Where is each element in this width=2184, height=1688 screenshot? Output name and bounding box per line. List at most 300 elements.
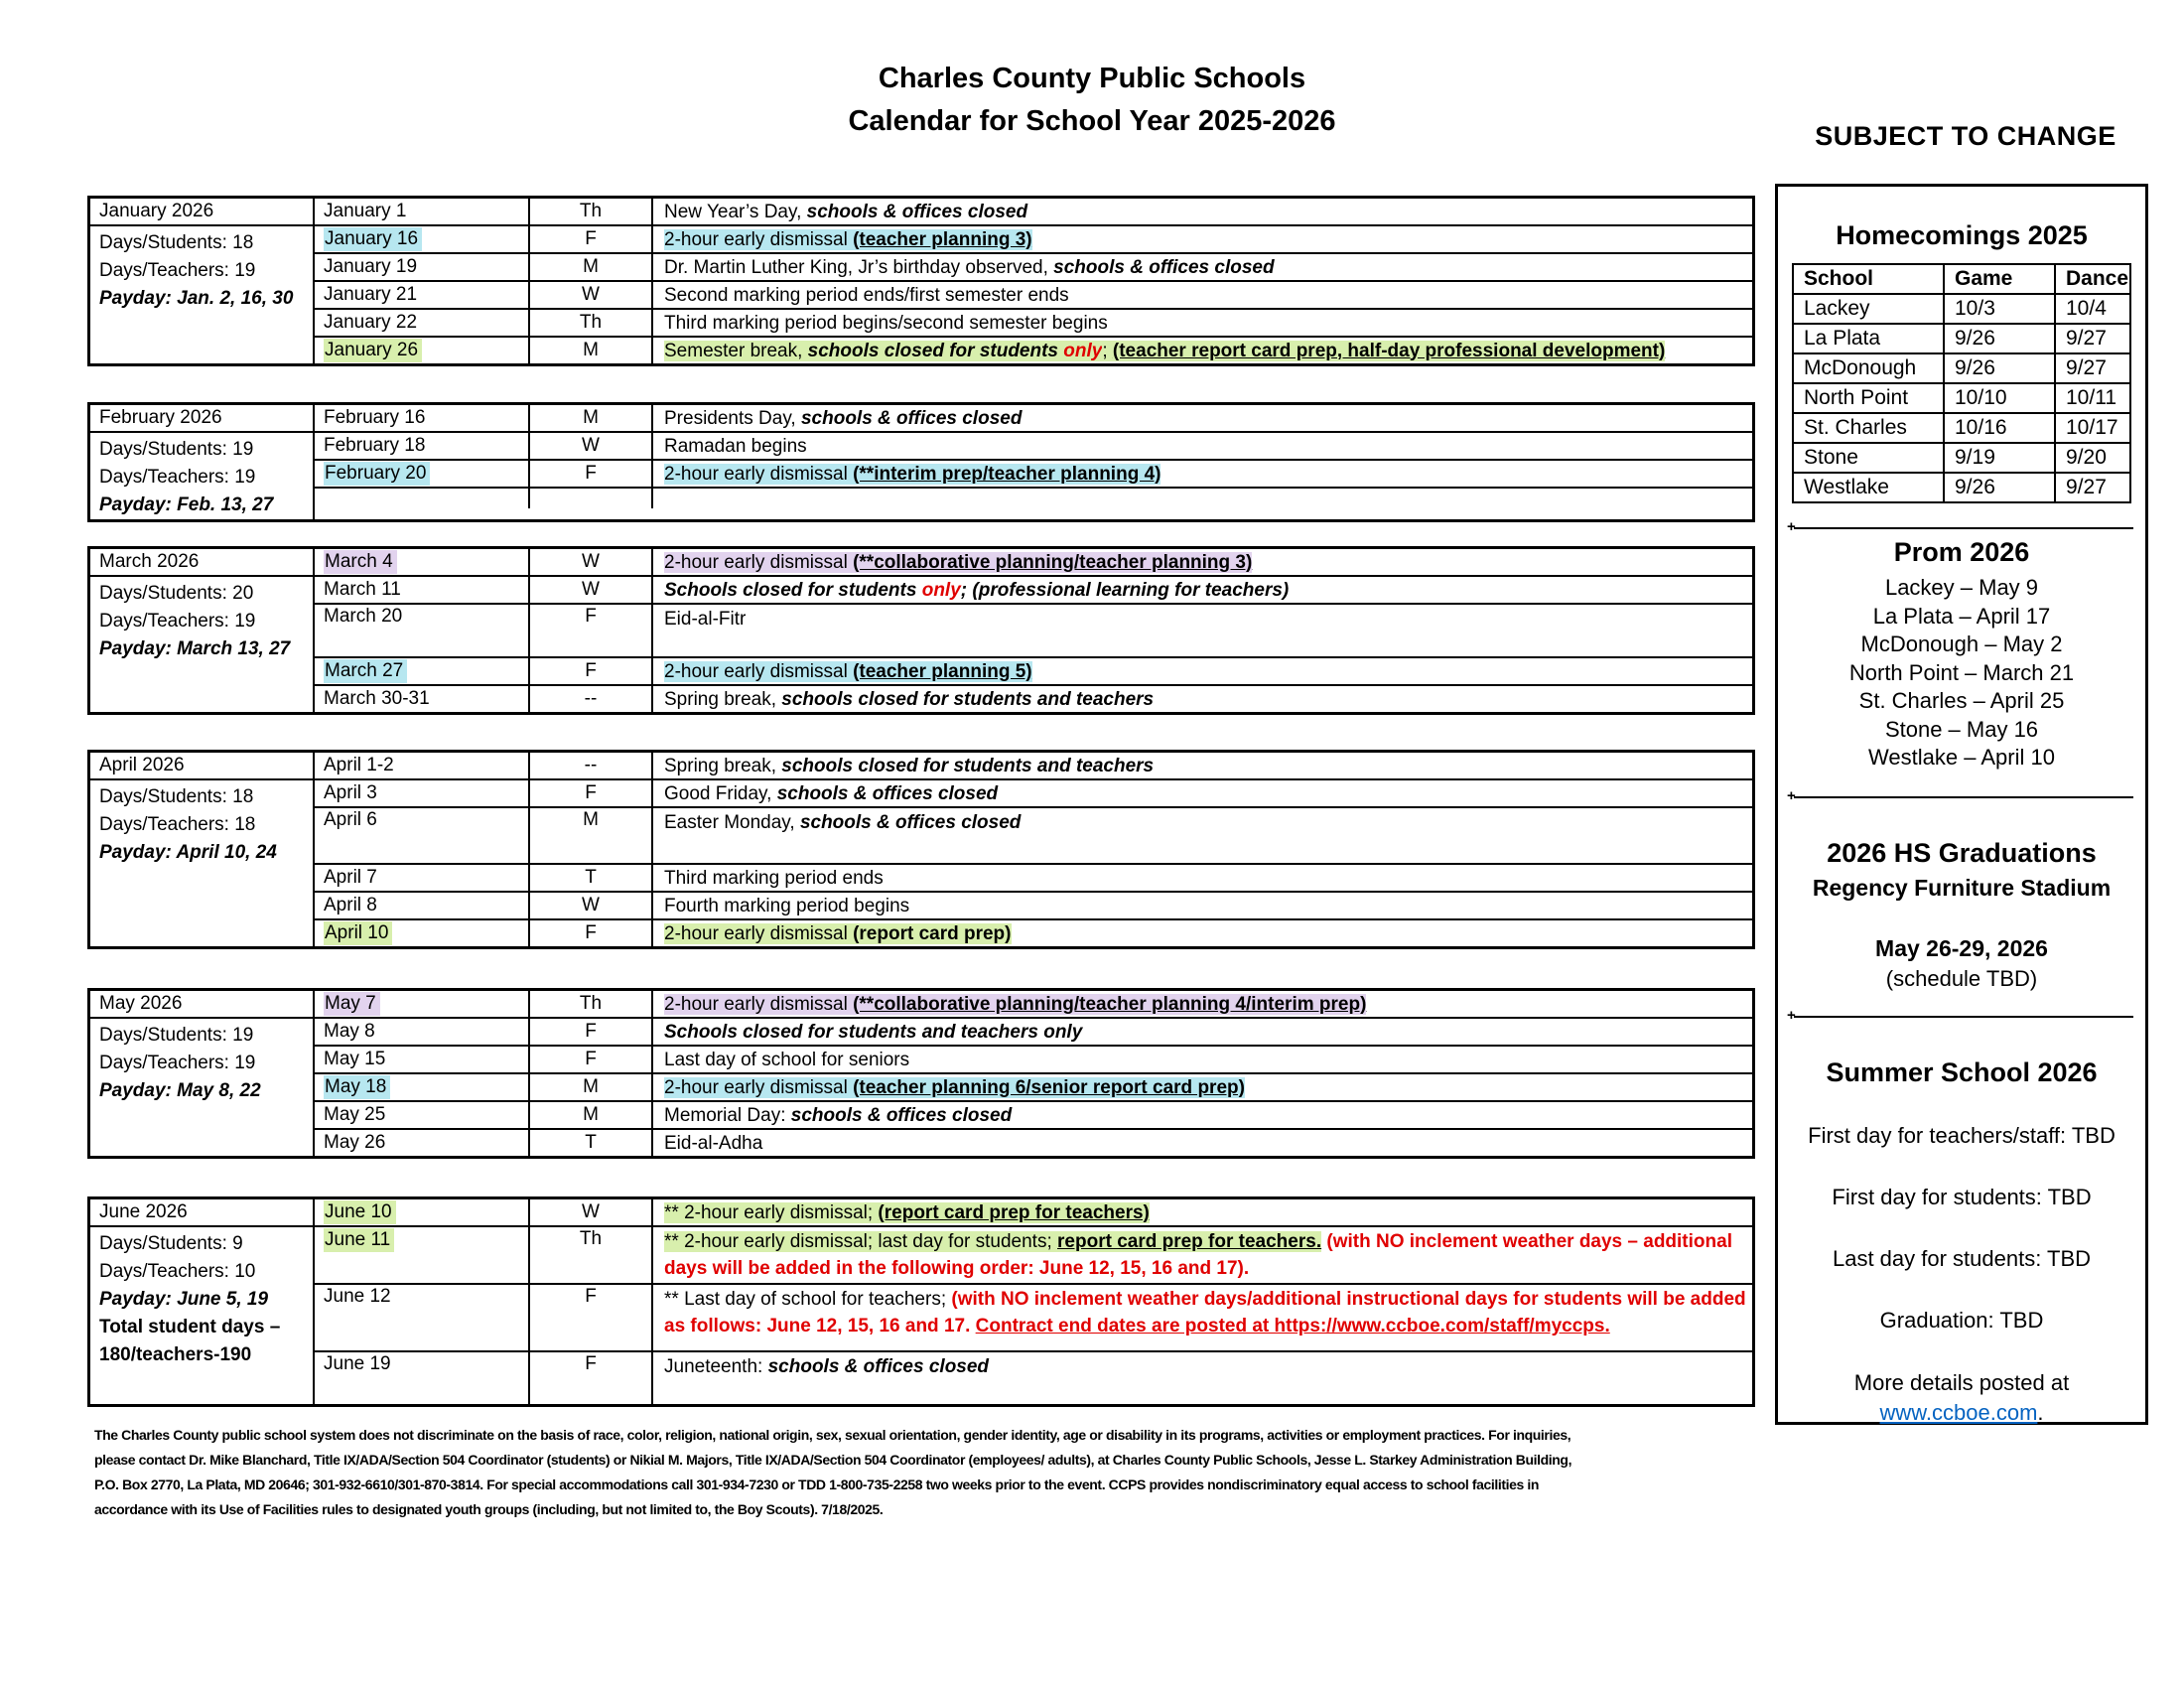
date-cell bbox=[315, 1019, 530, 1045]
date-text: June 11 bbox=[324, 1228, 394, 1252]
description-segment: schools & offices closed bbox=[776, 782, 999, 804]
day-cell: M bbox=[530, 1102, 653, 1128]
calendar-row bbox=[315, 1045, 1752, 1072]
graduations-dates: May 26-29, 2026 bbox=[1875, 934, 2048, 961]
month-rows bbox=[315, 405, 1752, 519]
description-cell bbox=[653, 254, 1752, 280]
month-stats bbox=[90, 780, 313, 867]
prom-item: Lackey – May 9 bbox=[1884, 575, 2039, 600]
description-text bbox=[664, 282, 1069, 309]
homecomings-row bbox=[1793, 353, 2130, 383]
month-rows bbox=[315, 753, 1752, 946]
description-cell bbox=[653, 686, 1752, 712]
summer-school-item: First day for teachers/staff: TBD bbox=[1808, 1122, 2116, 1148]
description-segment: Easter Monday, bbox=[664, 812, 800, 833]
footer-line: P.O. Box 2770, La Plata, MD 20646; 301-932-6610/301-870-3814. For special accommodations call 301-934-7230 or TDD 1-800-735-2258 two weeks prior to the event. CCPS provides nondiscriminatory equal access to school facilities in bbox=[94, 1477, 1540, 1492]
date-text: April 10 bbox=[324, 921, 392, 945]
graduations-schedule: (schedule TBD) bbox=[1885, 965, 2038, 991]
homecomings-cell: 9/27 bbox=[2055, 353, 2130, 383]
date-text: May 7 bbox=[324, 992, 380, 1016]
more-details-label: More details posted at bbox=[1853, 1369, 2070, 1395]
month-stat-line: Days/Students: 20 bbox=[99, 583, 254, 604]
description-segment: 2-hour early dismissal bbox=[664, 922, 854, 944]
description-text bbox=[664, 1019, 1082, 1046]
calendar-row bbox=[315, 778, 1752, 806]
homecomings-cell: Stone bbox=[1793, 443, 1944, 473]
description-segment: Presidents Day, bbox=[664, 407, 801, 429]
date-text: April 3 bbox=[324, 782, 377, 803]
day-cell: M bbox=[530, 808, 653, 863]
description-text bbox=[664, 809, 1021, 836]
description-segment: 2-hour early dismissal bbox=[664, 660, 854, 682]
calendar-row bbox=[315, 684, 1752, 712]
description-text bbox=[664, 1228, 1746, 1282]
description-segment: 2-hour early dismissal bbox=[664, 228, 854, 250]
homecomings-row bbox=[1793, 383, 2130, 413]
description-segment: Schools closed for students bbox=[664, 579, 922, 601]
date-text: May 26 bbox=[324, 1132, 386, 1153]
homecomings-column-header: Game bbox=[1944, 264, 2055, 294]
homecomings-cell: St. Charles bbox=[1793, 413, 1944, 443]
date-cell bbox=[315, 991, 530, 1017]
date-cell bbox=[315, 1047, 530, 1072]
description-text bbox=[664, 199, 1027, 225]
description-segment: Third marking period ends bbox=[664, 867, 884, 889]
description-segment: (with NO inclement weather days – additional days will be added in the following order: June 12, 15, 16 and 17). bbox=[664, 1231, 1732, 1279]
homecomings-cell: 9/20 bbox=[2055, 443, 2130, 473]
description-segment: 2-hour early dismissal bbox=[664, 551, 854, 573]
month-stats bbox=[90, 1019, 313, 1105]
description-segment: schools & offices closed bbox=[790, 1104, 1013, 1126]
month-stats bbox=[90, 226, 313, 313]
description-cell bbox=[653, 433, 1752, 459]
date-text: June 19 bbox=[324, 1353, 391, 1374]
month-table-january-2026 bbox=[87, 196, 1755, 366]
date-cell bbox=[315, 1352, 530, 1404]
calendar-row bbox=[315, 1072, 1752, 1100]
footer-line: accordance with its Use of Facilities rules to designated youth groups (including, but not limited to, the Boy Scouts). 7/18/2025. bbox=[94, 1501, 884, 1517]
homecomings-cell: McDonough bbox=[1793, 353, 1944, 383]
homecomings-cell: 9/19 bbox=[1944, 443, 2055, 473]
description-text bbox=[664, 1286, 1746, 1339]
calendar-row bbox=[315, 863, 1752, 891]
day-cell: W bbox=[530, 433, 653, 459]
month-info-column bbox=[90, 405, 315, 519]
homecomings-cell: 10/10 bbox=[1944, 383, 2055, 413]
description-segment: (teacher report card prep, half-day professional development) bbox=[1112, 340, 1666, 361]
description-cell bbox=[653, 310, 1752, 336]
calendar-row bbox=[315, 1128, 1752, 1156]
description-segment: 2-hour early dismissal bbox=[664, 463, 854, 485]
prom-item: Westlake – April 10 bbox=[1868, 745, 2055, 770]
description-text bbox=[664, 865, 884, 892]
month-stats bbox=[90, 577, 313, 663]
calendar-row bbox=[315, 1199, 1752, 1225]
calendar-row bbox=[315, 1350, 1752, 1404]
month-table-june-2026 bbox=[87, 1196, 1755, 1407]
calendar-row bbox=[315, 308, 1752, 336]
day-cell: F bbox=[530, 226, 653, 252]
calendar-row bbox=[315, 459, 1752, 487]
description-segment: New Year’s Day, bbox=[664, 201, 807, 222]
date-cell bbox=[315, 1074, 530, 1100]
description-cell bbox=[653, 658, 1752, 684]
month-stat-line: Days/Teachers: 19 bbox=[99, 1053, 256, 1073]
date-text: January 22 bbox=[324, 312, 418, 333]
description-text bbox=[664, 254, 1275, 281]
description-text bbox=[664, 577, 1289, 604]
day-cell: Th bbox=[530, 991, 653, 1017]
date-cell bbox=[315, 893, 530, 918]
description-cell bbox=[653, 991, 1752, 1017]
description-text bbox=[664, 606, 746, 633]
month-payday: Payday: Feb. 13, 27 bbox=[99, 494, 274, 515]
date-text: March 11 bbox=[324, 579, 401, 600]
description-cell bbox=[653, 808, 1752, 863]
description-segment: (teacher planning 3) bbox=[853, 228, 1032, 250]
month-payday: Payday: May 8, 22 bbox=[99, 1080, 261, 1101]
description-segment: Spring break, bbox=[664, 688, 782, 710]
section-divider bbox=[1794, 1016, 2133, 1018]
description-text bbox=[664, 1130, 762, 1157]
description-segment: Semester break, bbox=[664, 340, 808, 361]
description-cell bbox=[653, 282, 1752, 308]
date-text: May 25 bbox=[324, 1104, 386, 1125]
date-cell bbox=[315, 310, 530, 336]
day-cell: M bbox=[530, 254, 653, 280]
month-payday: Payday: March 13, 27 bbox=[99, 638, 291, 659]
day-cell: F bbox=[530, 658, 653, 684]
month-table-may-2026 bbox=[87, 988, 1755, 1159]
description-cell bbox=[653, 780, 1752, 806]
homecomings-row bbox=[1793, 294, 2130, 324]
description-cell bbox=[653, 405, 1752, 431]
homecomings-header-row bbox=[1793, 264, 2130, 294]
month-stat-line: Days/Teachers: 19 bbox=[99, 611, 256, 632]
calendar-row bbox=[315, 891, 1752, 918]
date-text: February 18 bbox=[324, 435, 426, 456]
date-text: April 8 bbox=[324, 895, 377, 915]
graduations-title: 2026 HS Graduations bbox=[1827, 837, 2097, 868]
month-name: April 2026 bbox=[90, 753, 313, 780]
date-text: June 10 bbox=[324, 1200, 396, 1224]
date-text: May 18 bbox=[324, 1075, 390, 1099]
month-rows bbox=[315, 1199, 1752, 1404]
prom-list bbox=[1778, 574, 2145, 773]
calendar-row bbox=[315, 991, 1752, 1017]
day-cell: F bbox=[530, 1019, 653, 1045]
description-text bbox=[664, 461, 1160, 488]
description-text bbox=[664, 1047, 909, 1073]
description-cell bbox=[653, 1199, 1752, 1225]
summer-school-item: First day for students: TBD bbox=[1832, 1184, 2092, 1209]
description-text bbox=[664, 780, 998, 807]
day-cell: M bbox=[530, 405, 653, 431]
date-cell bbox=[315, 433, 530, 459]
summer-school-item: Graduation: TBD bbox=[1879, 1307, 2044, 1333]
calendar-row bbox=[315, 1283, 1752, 1350]
date-cell bbox=[315, 1102, 530, 1128]
date-text: January 21 bbox=[324, 284, 418, 305]
homecomings-cell: 9/27 bbox=[2055, 324, 2130, 353]
description-segment: Second marking period ends/first semester ends bbox=[664, 284, 1069, 306]
homecomings-cell: 9/26 bbox=[1944, 473, 2055, 502]
description-segment: schools closed for students and teachers bbox=[781, 755, 1155, 776]
description-text bbox=[664, 658, 1032, 685]
description-cell bbox=[653, 549, 1752, 575]
description-segment: Third marking period begins/second semester begins bbox=[664, 312, 1108, 334]
description-text bbox=[664, 991, 1366, 1018]
calendar-row bbox=[315, 603, 1752, 656]
homecomings-cell: 9/27 bbox=[2055, 473, 2130, 502]
footer-line: please contact Dr. Mike Blanchard, Title IX/ADA/Section 504 Coordinator (students) or Nikial M. Majors, Title IX/ADA/Section 504 Coordinator (employees/ adults), at Charles County Public Schools, Jesse L. Starkey Administration Building, bbox=[94, 1452, 1572, 1468]
date-cell bbox=[315, 865, 530, 891]
description-segment: (**collaborative planning/teacher planning 3) bbox=[853, 551, 1253, 573]
homecomings-title: Homecomings 2025 bbox=[1836, 220, 2088, 250]
month-info-column bbox=[90, 549, 315, 712]
empty-row bbox=[315, 487, 1752, 508]
month-stat-line: Days/Teachers: 10 bbox=[99, 1261, 256, 1282]
month-name: June 2026 bbox=[90, 1199, 313, 1227]
homecomings-column-header: School bbox=[1793, 264, 1944, 294]
month-rows bbox=[315, 991, 1752, 1156]
homecomings-cell: 10/16 bbox=[1944, 413, 2055, 443]
date-cell bbox=[315, 549, 530, 575]
calendar-row bbox=[315, 575, 1752, 603]
description-segment: schools & offices closed bbox=[767, 1356, 990, 1377]
date-text: January 19 bbox=[324, 256, 418, 277]
description-cell bbox=[653, 1227, 1752, 1283]
day-cell: F bbox=[530, 461, 653, 487]
homecomings-cell: 9/26 bbox=[1944, 353, 2055, 383]
month-stats bbox=[90, 1227, 313, 1369]
summer-school-item: Last day for students: TBD bbox=[1832, 1245, 2092, 1271]
day-cell: F bbox=[530, 1285, 653, 1350]
description-segment: only bbox=[1063, 340, 1103, 361]
description-cell bbox=[653, 865, 1752, 891]
description-segment: (report card prep) bbox=[853, 922, 1012, 944]
date-cell bbox=[315, 808, 530, 863]
date-cell bbox=[315, 753, 530, 778]
day-cell: T bbox=[530, 865, 653, 891]
contract-end-dates-link[interactable]: Contract end dates are posted at https://www.ccboe.com/staff/myccps. bbox=[975, 1316, 1610, 1336]
prom-item: La Plata – April 17 bbox=[1872, 603, 2051, 629]
description-cell bbox=[653, 1102, 1752, 1128]
description-cell bbox=[653, 226, 1752, 252]
month-name: February 2026 bbox=[90, 405, 313, 433]
description-segment: ** Last day of school for teachers; bbox=[664, 1289, 952, 1310]
calendar-row bbox=[315, 656, 1752, 684]
description-cell bbox=[653, 920, 1752, 946]
month-table-march-2026 bbox=[87, 546, 1755, 715]
calendar-row bbox=[315, 280, 1752, 308]
month-rows bbox=[315, 549, 1752, 712]
month-name: January 2026 bbox=[90, 199, 313, 226]
day-cell: -- bbox=[530, 753, 653, 778]
description-segment: 2-hour early dismissal bbox=[664, 993, 854, 1015]
description-segment: 2-hour early dismissal bbox=[664, 1076, 854, 1098]
title-line2: Calendar for School Year 2025-2026 bbox=[848, 105, 1336, 137]
calendar-row bbox=[315, 224, 1752, 252]
description-segment: Dr. Martin Luther King, Jr’s birthday observed, bbox=[664, 256, 1054, 278]
month-info-column bbox=[90, 1199, 315, 1404]
footer-line: The Charles County public school system does not discriminate on the basis of race, color, religion, national origin, sex, sexual orientation, gender identity, age or disability in its programs, activities or employment practices. For inquiries, bbox=[94, 1427, 1571, 1443]
description-text bbox=[664, 893, 909, 919]
date-text: June 12 bbox=[324, 1286, 391, 1307]
description-segment: schools & offices closed bbox=[800, 407, 1023, 429]
date-cell bbox=[315, 686, 530, 712]
month-stat-line: Days/Students: 19 bbox=[99, 1025, 254, 1046]
homecomings-cell: 10/4 bbox=[2055, 294, 2130, 324]
day-cell: F bbox=[530, 1352, 653, 1404]
description-cell bbox=[653, 461, 1752, 487]
description-segment: schools & offices closed bbox=[1053, 256, 1275, 278]
description-cell bbox=[653, 1074, 1752, 1100]
day-cell: F bbox=[530, 780, 653, 806]
prom-item: St. Charles – April 25 bbox=[1858, 688, 2065, 713]
description-segment: schools closed for students bbox=[807, 340, 1064, 361]
description-segment: Spring break, bbox=[664, 755, 782, 776]
description-segment: ** 2-hour early dismissal; last day for students; bbox=[664, 1231, 1058, 1252]
description-segment: schools closed for students and teachers bbox=[781, 688, 1155, 710]
calendar-row bbox=[315, 336, 1752, 363]
ccboe-link[interactable]: www.ccboe.com bbox=[1879, 1399, 2038, 1425]
date-cell bbox=[315, 605, 530, 656]
date-text: February 16 bbox=[324, 407, 426, 428]
date-cell bbox=[315, 577, 530, 603]
date-text: January 26 bbox=[324, 339, 422, 362]
description-text bbox=[664, 1074, 1245, 1101]
description-segment: Last day of school for seniors bbox=[664, 1049, 910, 1070]
homecomings-cell: North Point bbox=[1793, 383, 1944, 413]
calendar-row bbox=[315, 1017, 1752, 1045]
homecomings-cell: 10/17 bbox=[2055, 413, 2130, 443]
homecomings-row bbox=[1793, 324, 2130, 353]
month-extra-line: Total student days – bbox=[99, 1317, 281, 1337]
description-text bbox=[664, 1353, 989, 1380]
description-text bbox=[664, 1102, 1012, 1129]
prom-item: North Point – March 21 bbox=[1848, 659, 2075, 685]
description-cell bbox=[653, 199, 1752, 224]
month-stat-line: Days/Students: 19 bbox=[99, 439, 254, 460]
description-cell bbox=[653, 1285, 1752, 1350]
day-cell: T bbox=[530, 1130, 653, 1156]
date-cell bbox=[315, 405, 530, 431]
month-stat-line: Days/Teachers: 18 bbox=[99, 814, 256, 835]
date-cell bbox=[315, 1227, 530, 1283]
calendar-row bbox=[315, 1100, 1752, 1128]
description-segment: only bbox=[921, 579, 961, 601]
description-segment: ** 2-hour early dismissal; bbox=[664, 1201, 879, 1223]
description-cell bbox=[653, 753, 1752, 778]
date-text: March 27 bbox=[324, 659, 407, 683]
section-divider bbox=[1794, 796, 2133, 798]
day-cell: W bbox=[530, 1199, 653, 1225]
date-text: May 15 bbox=[324, 1049, 386, 1069]
description-cell bbox=[653, 577, 1752, 603]
description-cell bbox=[653, 605, 1752, 656]
date-text: January 16 bbox=[324, 227, 422, 251]
day-cell: W bbox=[530, 893, 653, 918]
description-text bbox=[664, 1199, 1150, 1226]
description-segment: (**collaborative planning/teacher planning 4/interim prep) bbox=[853, 993, 1367, 1015]
date-text: April 6 bbox=[324, 809, 377, 830]
title-line1: Charles County Public Schools bbox=[878, 63, 1306, 94]
description-segment: Good Friday, bbox=[664, 782, 777, 804]
description-segment: (report card prep for teachers) bbox=[878, 1201, 1150, 1223]
description-segment: (**interim prep/teacher planning 4) bbox=[853, 463, 1161, 485]
homecomings-cell: La Plata bbox=[1793, 324, 1944, 353]
description-text bbox=[664, 405, 1022, 432]
date-text: April 7 bbox=[324, 867, 377, 888]
calendar-row bbox=[315, 252, 1752, 280]
day-cell: Th bbox=[530, 1227, 653, 1283]
calendar-row bbox=[315, 1225, 1752, 1283]
homecomings-column-header: Dance bbox=[2055, 264, 2130, 294]
homecomings-cell: Westlake bbox=[1793, 473, 1944, 502]
date-cell bbox=[315, 489, 530, 508]
homecomings-row bbox=[1793, 443, 2130, 473]
link-suffix: . bbox=[2037, 1399, 2044, 1425]
footer-disclaimer bbox=[94, 1423, 1762, 1522]
description-cell bbox=[653, 1130, 1752, 1156]
day-cell: F bbox=[530, 920, 653, 946]
side-panel bbox=[1775, 184, 2148, 1425]
subject-to-change-label: SUBJECT TO CHANGE bbox=[1815, 121, 2116, 151]
description-segment: schools & offices closed bbox=[806, 201, 1028, 222]
date-cell bbox=[315, 658, 530, 684]
date-text: May 8 bbox=[324, 1021, 375, 1042]
date-cell bbox=[315, 226, 530, 252]
month-name: March 2026 bbox=[90, 549, 313, 577]
date-text: January 1 bbox=[324, 201, 407, 221]
day-cell: W bbox=[530, 577, 653, 603]
calendar-row bbox=[315, 431, 1752, 459]
description-text bbox=[664, 338, 1665, 364]
description-segment: (teacher planning 5) bbox=[853, 660, 1032, 682]
description-cell bbox=[653, 338, 1752, 363]
date-cell bbox=[315, 199, 530, 224]
date-cell bbox=[315, 1130, 530, 1156]
date-text: February 20 bbox=[324, 462, 430, 486]
date-text: March 30-31 bbox=[324, 688, 430, 709]
homecomings-cell: 9/26 bbox=[1944, 324, 2055, 353]
day-cell: Th bbox=[530, 199, 653, 224]
description-segment: (teacher planning 6/senior report card prep) bbox=[853, 1076, 1245, 1098]
description-segment: Eid-al-Fitr bbox=[664, 609, 747, 630]
homecomings-cell: 10/11 bbox=[2055, 383, 2130, 413]
date-cell bbox=[315, 338, 530, 363]
month-stat-line: Days/Teachers: 19 bbox=[99, 260, 256, 281]
description-segment: report card prep for teachers. bbox=[1057, 1231, 1322, 1252]
prom-title: Prom 2026 bbox=[1893, 537, 2030, 567]
description-segment: Schools closed for students and teachers only bbox=[664, 1021, 1083, 1043]
month-stat-line: Days/Students: 9 bbox=[99, 1233, 243, 1254]
month-stats bbox=[90, 433, 313, 519]
month-rows bbox=[315, 199, 1752, 363]
description-segment: Eid-al-Adha bbox=[664, 1132, 763, 1154]
description-cell bbox=[653, 1019, 1752, 1045]
description-segment: ; bbox=[1102, 340, 1113, 361]
description-text bbox=[664, 920, 1012, 947]
month-name: May 2026 bbox=[90, 991, 313, 1019]
day-cell: M bbox=[530, 1074, 653, 1100]
day-cell: M bbox=[530, 338, 653, 363]
date-cell bbox=[315, 282, 530, 308]
homecomings-cell: Lackey bbox=[1793, 294, 1944, 324]
calendar-row bbox=[315, 405, 1752, 431]
month-extra-line: 180/teachers-190 bbox=[99, 1344, 252, 1365]
